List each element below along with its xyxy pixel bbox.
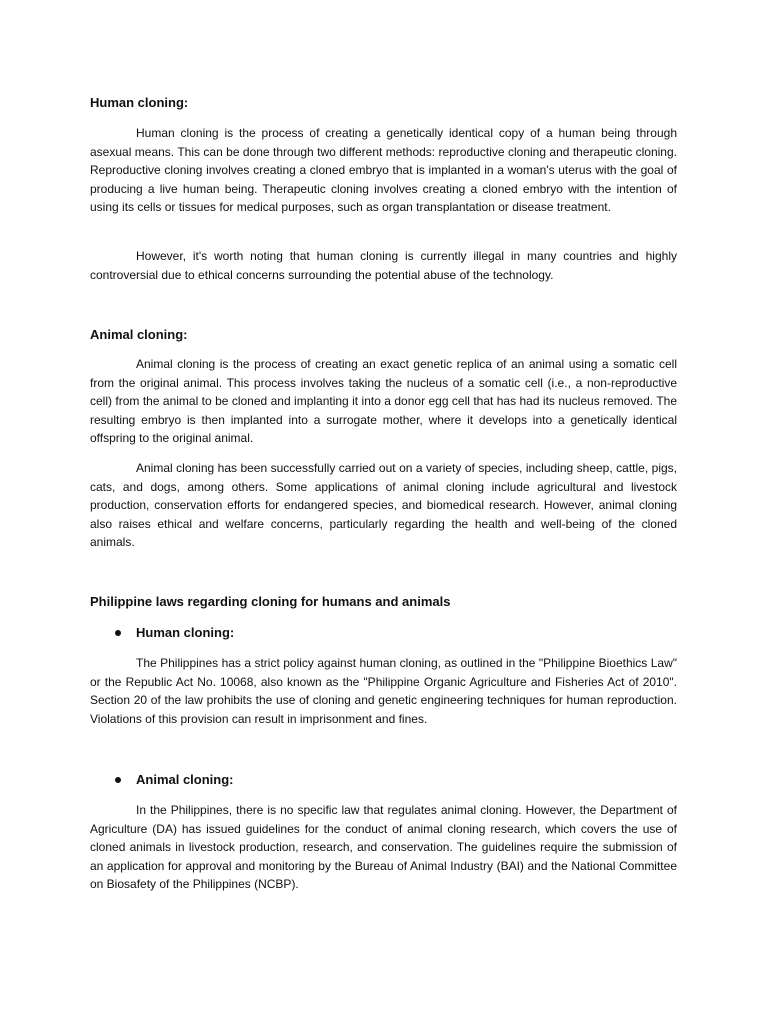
bullet-dot-icon bbox=[115, 630, 121, 636]
bullet-label-animal-cloning: Animal cloning: bbox=[136, 772, 234, 787]
bullet-label-human-cloning: Human cloning: bbox=[136, 625, 235, 640]
bullet-dot-icon bbox=[115, 777, 121, 783]
paragraph-ph-animal-cloning-law: In the Philippines, there is no specific law that regulates animal cloning. However, the Department of Agriculture (DA) has issued guidelines for the conduct of animal cloning research, which covers the use of cloned animals in livestock production, research, and conservation. The guidelines require the submission of an application for approval and monitoring by the Bureau of Animal Industry (BAI) and the National Committee on Biosafety of the Philippines (NCBP). bbox=[90, 803, 677, 892]
heading-philippine-laws: Philippine laws regarding cloning for humans and animals bbox=[90, 594, 451, 609]
paragraph-animal-cloning-definition: Animal cloning is the process of creating an exact genetic replica of an animal using a somatic cell from the original animal. This process involves taking the nucleus of a somatic cell (i.e., a non-reproductive cell) from the animal to be cloned and implanting it into a donor egg cell that has had its nucleus removed. The resulting embryo is then implanted into a surrogate mother, where it develops into a genetically identical offspring to the original animal. bbox=[90, 357, 677, 446]
document-page bbox=[90, 0, 677, 1024]
paragraph-ph-human-cloning-law: The Philippines has a strict policy against human cloning, as outlined in the "Philippine Bioethics Law" or the Republic Act No. 10068, also known as the "Philippine Organic Agriculture and Fisheries Act of 2010". Section 20 of the law prohibits the use of cloning and genetic engineering techniques for human reproduction. Violations of this provision can result in imprisonment and fines. bbox=[90, 656, 677, 726]
heading-animal-cloning: Animal cloning: bbox=[90, 327, 188, 342]
paragraph-animal-cloning-applications: Animal cloning has been successfully carried out on a variety of species, including sheep, cattle, pigs, cats, and dogs, among others. Some applications of animal cloning include agricultural and livestock production, conservation efforts for endangered species, and biomedical research. However, animal cloning also raises ethical and welfare concerns, particularly regarding the health and well-being of the cloned animals. bbox=[90, 461, 677, 550]
heading-human-cloning: Human cloning: bbox=[90, 95, 189, 110]
paragraph-human-cloning-definition: Human cloning is the process of creating a genetically identical copy of a human being through asexual means. This can be done through two different methods: reproductive cloning and therapeutic cloning. Reproductive cloning involves creating a cloned embryo that is implanted in a woman's uterus with the goal of producing a live human being. Therapeutic cloning involves creating a cloned embryo with the intention of using its cells or tissues for medical purposes, such as organ transplantation or disease treatment. bbox=[90, 126, 677, 215]
paragraph-human-cloning-legality: However, it's worth noting that human cloning is currently illegal in many countries and highly controversial due to ethical concerns surrounding the potential abuse of the technology. bbox=[90, 249, 677, 282]
